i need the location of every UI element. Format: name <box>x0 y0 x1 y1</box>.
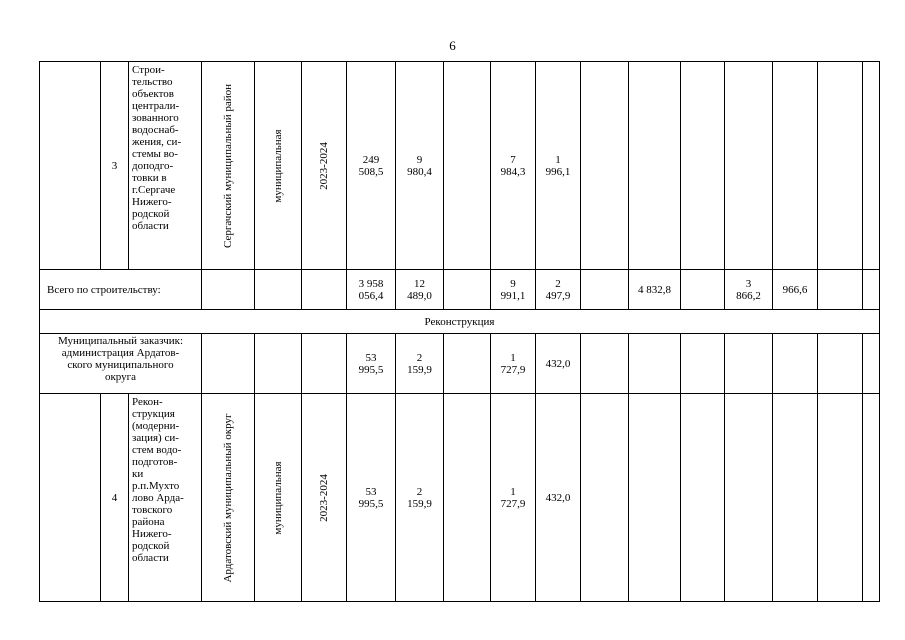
district-name: Сергачский муниципальный район <box>222 83 234 248</box>
cell-blank <box>818 334 863 394</box>
cell-blank <box>773 334 818 394</box>
ownership-cell <box>255 62 302 270</box>
total-value-1: 3 958 056,4 <box>358 277 384 302</box>
customer-value-cell-4 <box>491 334 536 394</box>
value-cell-3 <box>444 394 491 602</box>
table-row-reconstruction-4 <box>40 394 880 602</box>
value-cell-8 <box>681 62 725 270</box>
value-cell-11 <box>818 62 863 270</box>
district-cell <box>202 62 255 270</box>
total-value-cell-10 <box>773 270 818 310</box>
total-value-4: 9 991,1 <box>500 277 526 302</box>
table-row-construction-3 <box>40 62 880 270</box>
value-cell-10 <box>773 62 818 270</box>
total-value-2: 12 489,0 <box>407 277 432 302</box>
total-value-cell-1 <box>347 270 396 310</box>
value-cell-9 <box>725 62 773 270</box>
value-5: 432,0 <box>545 491 571 504</box>
value-cell-1 <box>347 394 396 602</box>
cell-blank <box>302 270 347 310</box>
customer-value-cell-2 <box>396 334 444 394</box>
page-number: 6 <box>449 38 456 53</box>
value-1: 249 508,5 <box>358 153 384 178</box>
table-row-customer <box>40 334 880 394</box>
period: 2023-2024 <box>318 141 330 190</box>
total-value-cell-2 <box>396 270 444 310</box>
value-cell-9 <box>725 394 773 602</box>
section-heading: Реконструкция <box>40 310 880 334</box>
cell-blank <box>202 270 255 310</box>
cell-blank <box>863 334 880 394</box>
cell-blank <box>255 270 302 310</box>
object-name: Рекон- струкция (модерни- зация) си- стем водо- подготов- ки р.п.Мухто лово Арда- товского района Нижего- родской области <box>129 394 202 602</box>
cell-blank <box>725 334 773 394</box>
value-cell-12 <box>863 394 880 602</box>
item-number: 4 <box>101 394 129 602</box>
value-cell-10 <box>773 394 818 602</box>
total-value-cell-5 <box>536 270 581 310</box>
customer-value-4: 1 727,9 <box>500 351 526 376</box>
total-value-10: 966,6 <box>782 283 808 296</box>
customer-value-cell-1 <box>347 334 396 394</box>
customer-value-5: 432,0 <box>545 357 571 370</box>
cell-blank <box>581 334 629 394</box>
value-cell-8 <box>681 394 725 602</box>
object-name: Строи- тельство объектов централи- зованного водоснаб- жения, си- стемы во- доподго- товки в г.Сергаче Нижего- родской области <box>129 62 202 270</box>
district-cell <box>202 394 255 602</box>
customer-value-1: 53 995,5 <box>358 351 384 376</box>
period-cell <box>302 394 347 602</box>
value-cell-1 <box>347 62 396 270</box>
cell-blank <box>581 270 629 310</box>
value-5: 1 996,1 <box>545 153 571 178</box>
value-4: 1 727,9 <box>500 485 526 510</box>
ownership-type: муниципальная <box>272 128 284 203</box>
value-cell-3 <box>444 62 491 270</box>
total-value-cell-9 <box>725 270 773 310</box>
value-4: 7 984,3 <box>500 153 526 178</box>
value-cell-6 <box>581 394 629 602</box>
value-2: 2 159,9 <box>407 485 432 510</box>
value-cell-5 <box>536 62 581 270</box>
total-value-9: 3 866,2 <box>736 277 761 302</box>
period: 2023-2024 <box>318 473 330 522</box>
value-2: 9 980,4 <box>407 153 432 178</box>
period-cell <box>302 62 347 270</box>
value-cell-4 <box>491 394 536 602</box>
cell-blank <box>40 394 101 602</box>
cell-blank <box>202 334 255 394</box>
value-cell-6 <box>581 62 629 270</box>
value-1: 53 995,5 <box>358 485 384 510</box>
value-cell-4 <box>491 62 536 270</box>
customer-value-cell-5 <box>536 334 581 394</box>
item-number: 3 <box>101 62 129 270</box>
cell-blank <box>681 270 725 310</box>
district-name: Ардатовский муниципальный округ <box>222 412 234 583</box>
cell-blank <box>818 270 863 310</box>
total-value-7: 4 832,8 <box>638 283 671 296</box>
value-cell-11 <box>818 394 863 602</box>
cell-blank <box>444 270 491 310</box>
total-value-cell-4 <box>491 270 536 310</box>
table-row-section <box>40 310 880 334</box>
customer-value-2: 2 159,9 <box>407 351 432 376</box>
total-label: Всего по строительству: <box>40 270 202 310</box>
value-cell-7 <box>629 62 681 270</box>
cell-blank <box>302 334 347 394</box>
table-row-total <box>40 270 880 310</box>
value-cell-12 <box>863 62 880 270</box>
total-value-cell-7 <box>629 270 681 310</box>
ownership-cell <box>255 394 302 602</box>
cell-blank <box>863 270 880 310</box>
cell-blank <box>629 334 681 394</box>
cell-blank <box>40 62 101 270</box>
cell-blank <box>444 334 491 394</box>
cell-blank <box>681 334 725 394</box>
customer-label: Муниципальный заказчик: администрация Ардатов- ского муниципального округа <box>40 334 202 394</box>
value-cell-2 <box>396 62 444 270</box>
value-cell-2 <box>396 394 444 602</box>
cell-blank <box>255 334 302 394</box>
total-value-5: 2 497,9 <box>545 277 571 302</box>
value-cell-7 <box>629 394 681 602</box>
value-cell-5 <box>536 394 581 602</box>
financing-table <box>39 61 880 602</box>
ownership-type: муниципальная <box>272 460 284 535</box>
